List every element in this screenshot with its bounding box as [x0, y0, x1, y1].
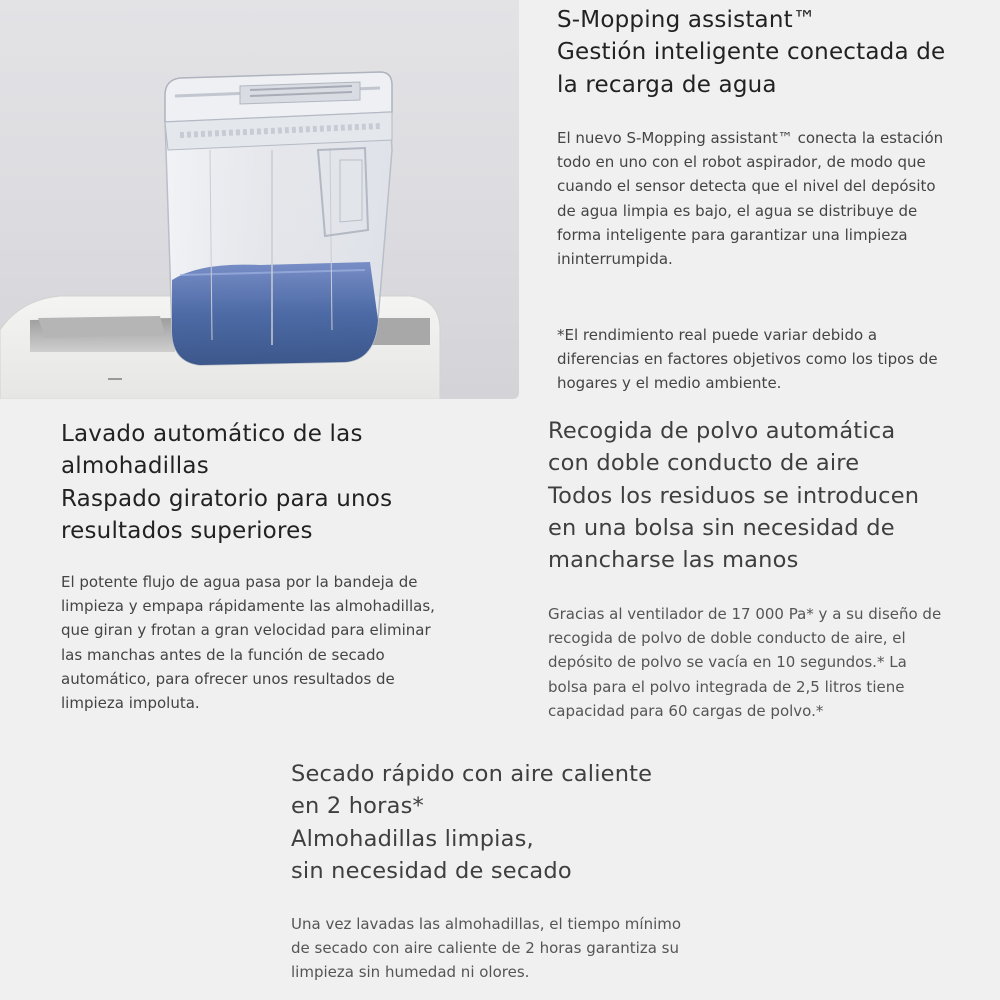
section-water-refill	[557, 4, 987, 101]
clean-water-tank	[165, 72, 392, 365]
section-hot-air-drying-title	[291, 758, 731, 887]
body-line: Una vez lavadas las almohadillas, el tiempo mínimo	[291, 915, 682, 933]
section-water-refill-footnote	[557, 323, 987, 396]
footnote-line: *El rendimiento real puede variar debido a	[557, 326, 878, 344]
section-dust-collection-body	[548, 602, 988, 723]
product-image-water-tank	[0, 0, 519, 399]
title-line: con doble conducto de aire	[548, 450, 860, 477]
section-pad-washing-title	[61, 418, 501, 548]
title-line: almohadillas	[61, 453, 209, 480]
section-hot-air-drying	[291, 758, 731, 887]
section-dust-collection	[548, 415, 988, 576]
body-line: que giran y frotan a gran velocidad para eliminar	[61, 621, 431, 640]
title-line: Secado rápido con aire caliente	[291, 761, 653, 787]
water-tank-illustration	[0, 0, 519, 399]
title-line: mancharse las manos	[548, 547, 799, 574]
body-line: de agua limpia es bajo, el agua se distribuye de	[557, 201, 918, 220]
title-line: Todos los residuos se introducen	[548, 482, 920, 509]
body-line: El potente flujo de agua pasa por la bandeja de	[61, 573, 418, 591]
title-line: Recogida de polvo automática	[548, 418, 896, 444]
body-line: Gracias al ventilador de 17 000 Pa* y a su diseño de	[548, 605, 942, 623]
section-dust-collection-title	[548, 415, 988, 576]
section-pad-washing	[61, 418, 501, 548]
section-water-refill-title	[557, 4, 987, 101]
title-line: en una bolsa sin necesidad de	[548, 514, 895, 541]
title-line: resultados superiores	[61, 518, 313, 545]
title-line: la recarga de agua	[557, 71, 777, 98]
title-line: Lavado automático de las	[61, 421, 363, 447]
footnote-line: diferencias en factores objetivos como los tipos de	[557, 350, 938, 369]
title-line: S-Mopping assistant™	[557, 7, 817, 33]
body-line: automático, para ofrecer unos resultados de	[61, 669, 395, 688]
body-line: forma inteligente para garantizar una limpieza	[557, 225, 908, 244]
body-line: todo en uno con el robot aspirador, de modo que	[557, 153, 926, 172]
body-line: limpieza sin humedad ni olores.	[291, 963, 530, 982]
title-line: Almohadillas limpias,	[291, 825, 534, 852]
section-hot-air-drying-body	[291, 912, 731, 985]
section-water-refill-body	[557, 126, 987, 271]
body-line: bolsa para el polvo integrada de 2,5 litros tiene	[548, 677, 905, 696]
title-line: en 2 horas*	[291, 793, 424, 820]
title-line: Gestión inteligente conectada de	[557, 39, 946, 66]
body-line: recogida de polvo de doble conducto de aire, el	[548, 629, 906, 648]
body-line: de secado con aire caliente de 2 horas garantiza su	[291, 939, 679, 958]
body-line: cuando el sensor detecta que el nivel del depósito	[557, 177, 936, 196]
section-pad-washing-body	[61, 570, 501, 715]
body-line: capacidad para 60 cargas de polvo.*	[548, 701, 824, 720]
body-line: ininterrumpida.	[557, 250, 673, 269]
body-line: El nuevo S-Mopping assistant™ conecta la estación	[557, 129, 944, 147]
body-line: las manchas antes de la función de secado	[61, 645, 385, 664]
title-line: Raspado giratorio para unos	[61, 485, 393, 512]
footnote-line: hogares y el medio ambiente.	[557, 374, 782, 393]
body-line: limpieza impoluta.	[61, 694, 200, 713]
body-line: limpieza y empapa rápidamente las almohadillas,	[61, 597, 435, 616]
body-line: depósito de polvo se vacía en 10 segundos.* La	[548, 653, 907, 672]
title-line: sin necesidad de secado	[291, 857, 572, 884]
